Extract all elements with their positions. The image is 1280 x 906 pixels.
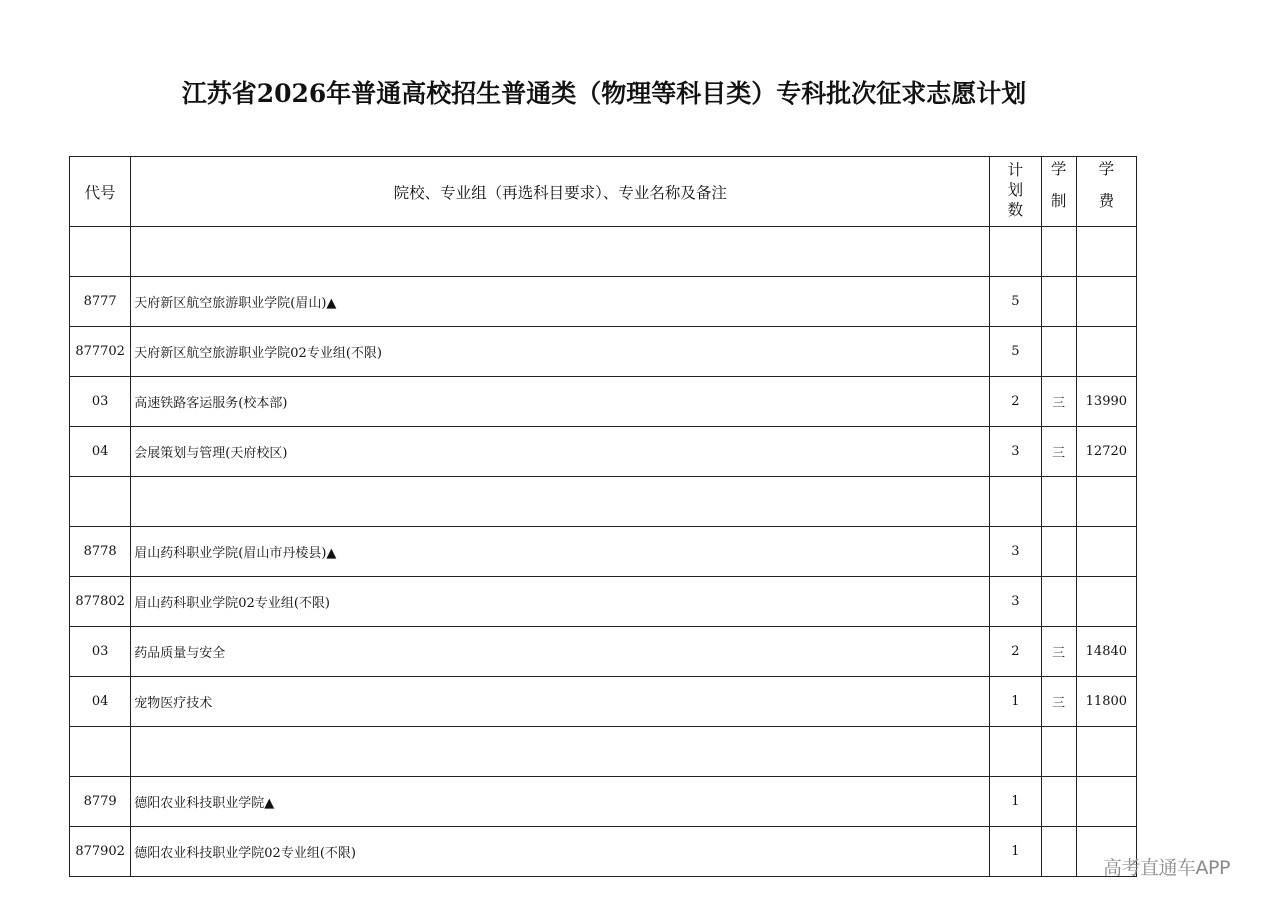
cell-plan bbox=[990, 477, 1041, 527]
table-row bbox=[70, 477, 1137, 527]
table-body bbox=[70, 227, 1137, 877]
cell-code: 877702 bbox=[70, 327, 131, 377]
cell-name: 药品质量与安全 bbox=[131, 627, 990, 677]
header-system bbox=[1041, 157, 1076, 227]
cell-fee bbox=[1076, 277, 1136, 327]
cell-name: 眉山药科职业学院02专业组(不限) bbox=[131, 577, 990, 627]
header-name: 院校、专业组（再选科目要求）、专业名称及备注 bbox=[131, 157, 990, 227]
table-row bbox=[70, 377, 1137, 427]
table-row bbox=[70, 777, 1137, 827]
cell-fee bbox=[1076, 777, 1136, 827]
cell-system: 三 bbox=[1041, 627, 1076, 677]
cell-name bbox=[131, 727, 990, 777]
cell-fee: 12720 bbox=[1076, 427, 1136, 477]
cell-plan: 3 bbox=[990, 427, 1041, 477]
cell-plan bbox=[990, 727, 1041, 777]
cell-fee bbox=[1076, 577, 1136, 627]
table-row bbox=[70, 827, 1137, 877]
cell-name bbox=[131, 477, 990, 527]
header-system-char: 学 bbox=[1050, 160, 1067, 178]
header-plan-char: 数 bbox=[1007, 201, 1024, 219]
cell-fee bbox=[1076, 527, 1136, 577]
cell-system bbox=[1041, 227, 1076, 277]
table-row bbox=[70, 327, 1137, 377]
cell-name: 会展策划与管理(天府校区) bbox=[131, 427, 990, 477]
cell-plan: 1 bbox=[990, 777, 1041, 827]
header-fee-char: 学 bbox=[1098, 160, 1115, 178]
cell-system bbox=[1041, 327, 1076, 377]
cell-system bbox=[1041, 477, 1076, 527]
cell-name: 天府新区航空旅游职业学院(眉山)▲ bbox=[131, 277, 990, 327]
cell-fee bbox=[1076, 477, 1136, 527]
table-row bbox=[70, 627, 1137, 677]
header-system-char: 制 bbox=[1050, 192, 1067, 210]
header-row bbox=[70, 157, 1137, 227]
cell-system: 三 bbox=[1041, 377, 1076, 427]
cell-fee: 13990 bbox=[1076, 377, 1136, 427]
cell-code bbox=[70, 477, 131, 527]
table-row bbox=[70, 727, 1137, 777]
cell-code: 877902 bbox=[70, 827, 131, 877]
header-plan-char: 计 bbox=[1007, 161, 1024, 179]
cell-name: 德阳农业科技职业学院▲ bbox=[131, 777, 990, 827]
cell-plan: 5 bbox=[990, 327, 1041, 377]
cell-code: 04 bbox=[70, 677, 131, 727]
cell-plan: 3 bbox=[990, 527, 1041, 577]
cell-fee: 14840 bbox=[1076, 627, 1136, 677]
header-fee-char: 费 bbox=[1098, 192, 1115, 210]
cell-system bbox=[1041, 727, 1076, 777]
cell-code: 03 bbox=[70, 377, 131, 427]
cell-plan: 5 bbox=[990, 277, 1041, 327]
enrollment-plan-table bbox=[69, 156, 1137, 877]
table-row bbox=[70, 277, 1137, 327]
cell-system: 三 bbox=[1041, 427, 1076, 477]
table-row bbox=[70, 677, 1137, 727]
cell-code bbox=[70, 727, 131, 777]
cell-plan: 2 bbox=[990, 377, 1041, 427]
cell-plan: 2 bbox=[990, 627, 1041, 677]
header-code: 代号 bbox=[70, 157, 131, 227]
cell-system bbox=[1041, 277, 1076, 327]
cell-system bbox=[1041, 777, 1076, 827]
cell-name: 天府新区航空旅游职业学院02专业组(不限) bbox=[131, 327, 990, 377]
cell-code: 03 bbox=[70, 627, 131, 677]
cell-code: 8777 bbox=[70, 277, 131, 327]
cell-name bbox=[131, 227, 990, 277]
header-plan bbox=[990, 157, 1041, 227]
cell-plan: 3 bbox=[990, 577, 1041, 627]
table-row bbox=[70, 527, 1137, 577]
cell-name: 高速铁路客运服务(校本部) bbox=[131, 377, 990, 427]
table-row bbox=[70, 577, 1137, 627]
cell-system bbox=[1041, 527, 1076, 577]
cell-code: 877802 bbox=[70, 577, 131, 627]
cell-fee bbox=[1076, 227, 1136, 277]
watermark-text: 高考直通车APP bbox=[1103, 857, 1230, 879]
cell-system bbox=[1041, 577, 1076, 627]
cell-name: 眉山药科职业学院(眉山市丹棱县)▲ bbox=[131, 527, 990, 577]
table-header bbox=[70, 157, 1137, 227]
cell-plan: 1 bbox=[990, 827, 1041, 877]
cell-plan bbox=[990, 227, 1041, 277]
cell-code: 8778 bbox=[70, 527, 131, 577]
page-title: 江苏省2026年普通高校招生普通类（物理等科目类）专科批次征求志愿计划 bbox=[181, 79, 1027, 108]
cell-code: 04 bbox=[70, 427, 131, 477]
cell-fee bbox=[1076, 727, 1136, 777]
cell-system bbox=[1041, 827, 1076, 877]
table-row bbox=[70, 227, 1137, 277]
cell-name: 德阳农业科技职业学院02专业组(不限) bbox=[131, 827, 990, 877]
header-fee bbox=[1076, 157, 1136, 227]
header-plan-char: 划 bbox=[1007, 181, 1024, 199]
cell-fee bbox=[1076, 327, 1136, 377]
cell-code: 8779 bbox=[70, 777, 131, 827]
cell-code bbox=[70, 227, 131, 277]
table-row bbox=[70, 427, 1137, 477]
cell-name: 宠物医疗技术 bbox=[131, 677, 990, 727]
cell-fee: 11800 bbox=[1076, 677, 1136, 727]
cell-plan: 1 bbox=[990, 677, 1041, 727]
cell-system: 三 bbox=[1041, 677, 1076, 727]
